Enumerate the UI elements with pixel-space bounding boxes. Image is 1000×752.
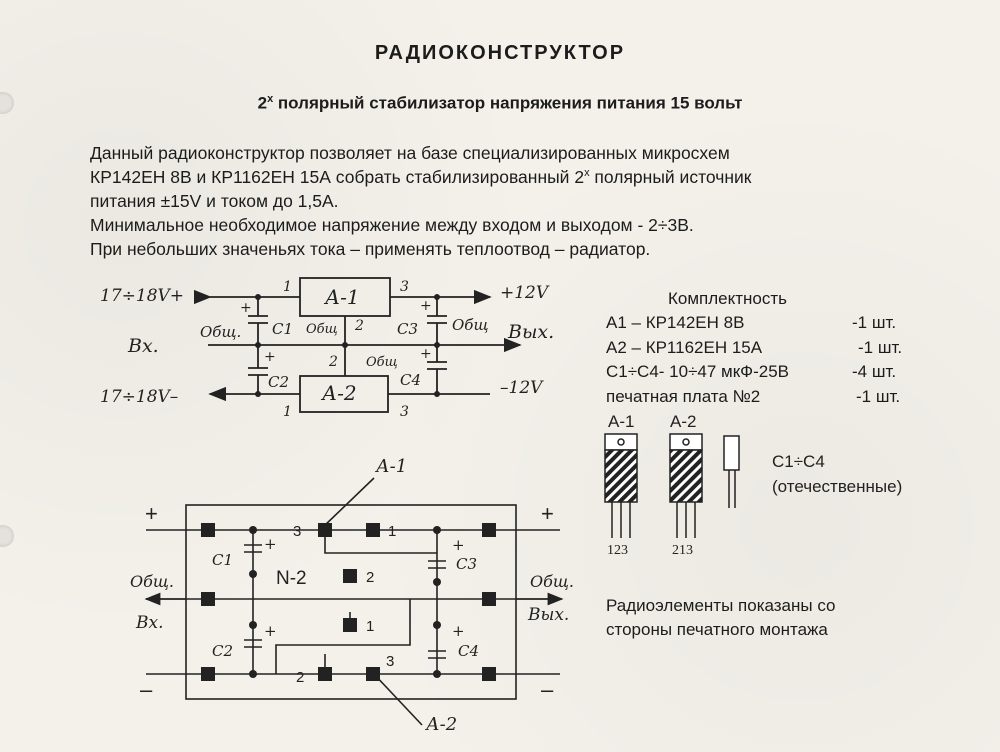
- pin-label: 3: [400, 404, 409, 420]
- kit-item-name: А2 – КР1162ЕН 15А: [606, 338, 763, 357]
- output-negative-label: –12V: [500, 378, 543, 398]
- chip2-common-label: Общ: [366, 355, 398, 370]
- plus-sign: +: [264, 349, 276, 365]
- plus-sign: +: [452, 622, 465, 640]
- pcb-pin-label: 3: [293, 523, 302, 540]
- pcb-pin-label: 3: [386, 653, 395, 670]
- kit-item-name: А1 – КР142ЕН 8В: [606, 313, 745, 332]
- kit-heading: Комплектность: [668, 289, 788, 308]
- chip-a2-label: А-2: [322, 381, 357, 405]
- output-positive-label: +12V: [500, 283, 549, 303]
- pcb-plus-out: +: [541, 501, 554, 526]
- footnote-line: стороны печатного монтажа: [606, 620, 828, 639]
- pcb-pin-label: 1: [366, 618, 375, 635]
- c1-label: С1: [272, 320, 294, 338]
- pcb-output-label: Вых.: [528, 605, 570, 625]
- input-label: Вх.: [128, 335, 159, 357]
- pin-label: 1: [283, 404, 292, 420]
- part-a2-pins: 213: [672, 543, 693, 558]
- pcb-chip-a1-label: А-1: [376, 456, 408, 477]
- intro-line: Данный радиоконструктор позволяет на базе специализированных микросхем: [90, 143, 730, 163]
- capacitor-note: (отечественные): [772, 477, 903, 496]
- kit-item-qty: -1 шт.: [858, 338, 903, 357]
- kit-item-qty: -1 шт.: [852, 313, 897, 332]
- kit-item-name: С1÷С4- 10÷47 мкФ-25В: [606, 362, 790, 381]
- chip-a1-label: А-1: [325, 285, 360, 309]
- page-title: РАДИОКОНСТРУКТОР: [374, 42, 626, 64]
- pin-label: 3: [400, 279, 409, 295]
- capacitor-drawing: [724, 436, 739, 508]
- plus-sign: +: [420, 346, 432, 362]
- pcb-pin-label: 2: [366, 569, 375, 586]
- part-a2-drawing: [670, 434, 702, 538]
- pcb-board-label: N-2: [276, 568, 307, 589]
- plus-sign: +: [240, 300, 252, 316]
- intro-line: КР142ЕН 8В и КР1162ЕН 15А собрать стабилизированный $2^х$ полярный источник: [90, 167, 752, 187]
- c3-label: С3: [397, 320, 419, 338]
- pcb-c4-label: С4: [458, 642, 480, 660]
- pcb-minus-out: –: [541, 677, 554, 702]
- pcb-common-out: Общ.: [530, 572, 574, 591]
- capacitor-label: С1÷С4: [772, 452, 825, 471]
- pin-label: 2: [329, 354, 338, 370]
- pcb-chip-a2-label: А-2: [426, 714, 458, 735]
- pin-label: 2: [355, 318, 364, 334]
- footnote-line: Радиоэлементы показаны со: [606, 596, 836, 615]
- input-positive-label: 17÷18V+: [100, 286, 185, 306]
- pcb-pin-label: 2: [296, 669, 305, 686]
- common-out-label: Общ: [452, 316, 489, 334]
- pcb-plus-in: +: [145, 501, 158, 526]
- c4-label: С4: [400, 371, 422, 389]
- plus-sign: +: [420, 298, 432, 314]
- part-a1-pins: 123: [607, 543, 628, 558]
- part-a1-drawing: [605, 434, 637, 538]
- kit-item-qty: -1 шт.: [856, 387, 901, 406]
- plus-sign: +: [264, 535, 277, 553]
- input-negative-label: 17÷18V–: [100, 387, 179, 407]
- pin-label: 1: [283, 279, 292, 295]
- circuit-schematic: [208, 278, 520, 412]
- pcb-input-label: Вх.: [136, 613, 164, 633]
- output-label: Вых.: [508, 321, 555, 343]
- part-a2-label: А-2: [670, 412, 697, 431]
- kit-item-qty: -4 шт.: [852, 362, 897, 381]
- pcb-board-outline: [186, 505, 516, 699]
- kit-item-name: печатная плата №2: [606, 387, 761, 406]
- intro-line: питания ±15V и током до 1,5А.: [90, 191, 339, 211]
- chip-common-label: Общ: [306, 322, 338, 337]
- common-label: Общ.: [200, 323, 242, 341]
- pcb-c1-label: С1: [212, 551, 234, 569]
- pcb-c3-label: С3: [456, 555, 478, 573]
- intro-line: Минимальное необходимое напряжение между входом и выходом - 2÷3В.: [90, 215, 694, 235]
- plus-sign: +: [264, 622, 277, 640]
- pcb-common-in: Общ.: [130, 572, 174, 591]
- pcb-c2-label: С2: [212, 642, 234, 660]
- part-a1-label: А-1: [608, 412, 635, 431]
- intro-line: При небольших значеньях тока – применять теплоотвод – радиатор.: [90, 239, 651, 259]
- c2-label: С2: [268, 373, 290, 391]
- pcb-minus-in: –: [140, 677, 153, 702]
- plus-sign: +: [452, 536, 465, 554]
- pcb-pin-label: 1: [388, 523, 397, 540]
- page-subtitle: $2^х$ полярный стабилизатор напряжения питания 15 вольт: [257, 93, 743, 113]
